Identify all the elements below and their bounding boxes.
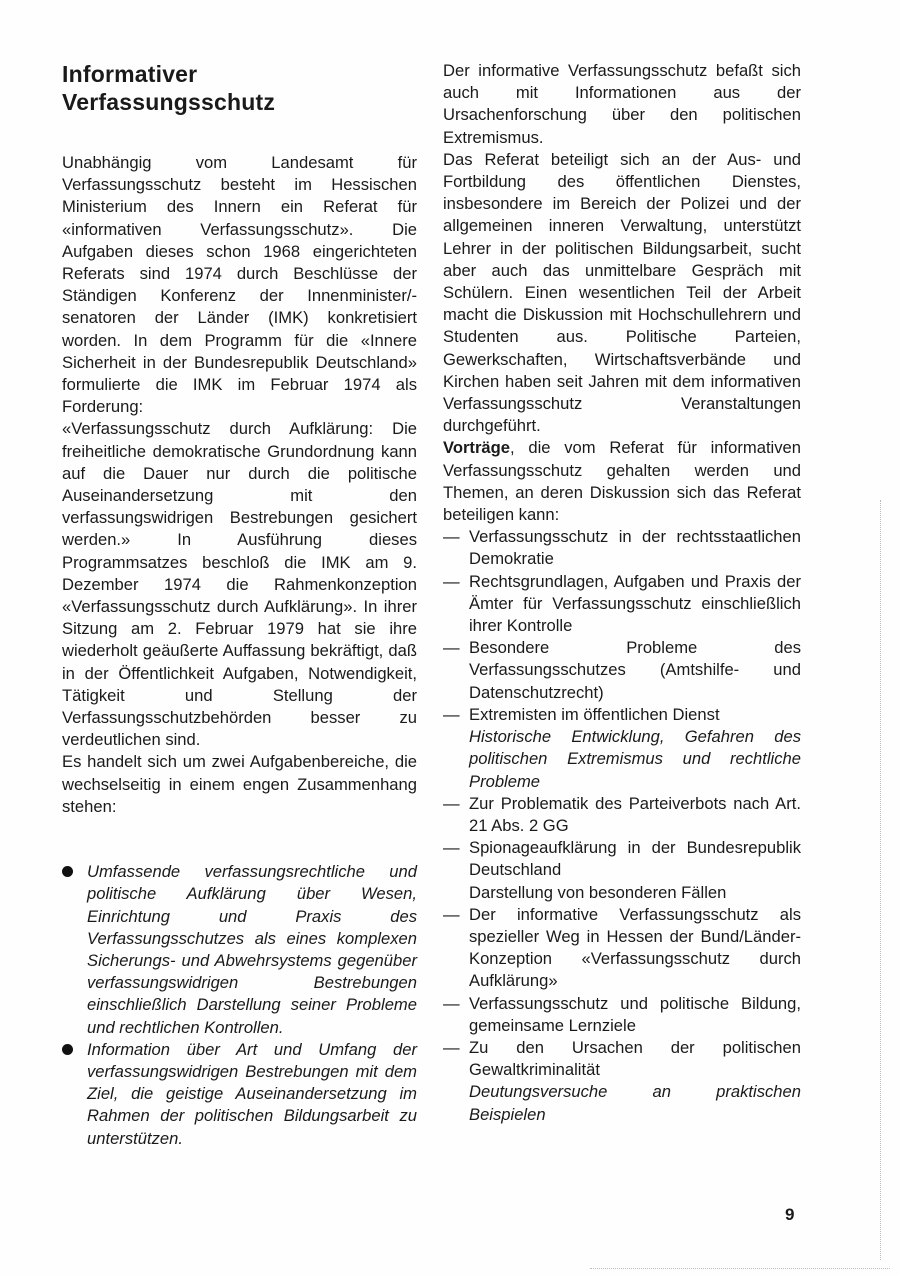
bullet-dot-icon (62, 1044, 73, 1055)
topic-item (443, 837, 801, 904)
dash-marker: — (443, 838, 460, 858)
topic-text: Verfassungsschutz in der rechtsstaatlichen Demokratie (469, 527, 801, 569)
page-number: 9 (785, 1205, 795, 1224)
topic-item (443, 993, 801, 1037)
topic-item (443, 704, 801, 793)
title-line-1: Informativer (62, 61, 198, 87)
dash-marker: — (443, 993, 460, 1013)
dash-marker: — (443, 527, 460, 547)
dash-marker: — (443, 793, 460, 813)
topic-subtext: Deutungsversuche an praktischen Beispielen (469, 1082, 801, 1124)
spacer (62, 818, 417, 861)
topic-text: Rechtsgrundlagen, Aufgaben und Praxis der Ämter für Verfassungsschutz einschließlich ihrer Kontrolle (469, 571, 801, 636)
scope-paragraph: Es handelt sich um zwei Aufgabenbereiche, die wechselseitig in einem engen Zusammenhang stehen: (62, 752, 417, 816)
topic-text: Der informative Verfassungsschutz als spezieller Weg in Hessen der Bund/Länder-Konzeption «Verfassungsschutz durch Aufklärung» (469, 904, 801, 991)
topic-item (443, 1037, 801, 1126)
quote-paragraph: «Verfassungsschutz durch Aufklärung: Die freiheitliche demokratische Grundordnung kann auf die Dauer nur durch die politische Auseinandersetzung mit den verfassungswidrigen Bestrebungen gesichert werden.» In Ausführung dieses Programmsatzes beschloß die IMK am 9. Dezember 1974 die Rahmenkonzeption «Verfassungsschutz durch Aufklärung». In ihrer Sitzung am 2. Februar 1979 hat sie ihre wiederholt geäußerte Auffassung bekräftigt, daß in der Öffentlichkeit Aufgaben, Notwendigkeit, Tätigkeit und Stellung der Verfassungsschutzbehörden besser zu verdeutlichen sind. (62, 419, 417, 750)
topic-text: Spionageaufklärung in der Bundesrepublik Deutschland (469, 838, 801, 880)
topic-item (443, 904, 801, 993)
topic-text: Zur Problematik des Parteiverbots nach Art. 21 Abs. 2 GG (469, 793, 801, 835)
task-bullet-text: Umfassende verfassungsrechtliche und politische Aufklärung über Wesen, Einrichtung und Praxis des Verfassungsschutzes als eines komplexen Sicherungs- und Abwehrsystems gegenüber verfassungswidrigen Bestrebungen einschließlich Darstellung seiner Probleme und rechtlichen Kontrollen. (87, 862, 417, 1037)
topic-subtext: Historische Entwicklung, Gefahren des politischen Extremismus und rechtliche Probleme (469, 727, 801, 791)
lectures-intro-text: , die vom Referat für informativen Verfassungsschutz gehalten werden und Themen, an deren Diskussion sich das Referat beteiligen kann: (443, 438, 801, 525)
right-column (443, 60, 801, 1126)
education-paragraph: Das Referat beteiligt sich an der Aus- und Fortbildung des öffentlichen Dienstes, insbesondere im Bereich der Polizei und der allgemeinen inneren Verwaltung, unterstützt Lehrer in der politischen Bildungsarbeit, sucht aber auch das unmittelbare Gespräch mit Schülern. Einen wesentlichen Teil der Arbeit macht die Diskussion mit Hochschullehrern und Studenten aus. Politische Parteien, Gewerkschaften, Wirtschaftsverbände und Kirchen haben seit Jahren mit dem informativen Verfassungsschutz Veranstaltungen durchgeführt. (443, 149, 801, 436)
research-paragraph: Der informative Verfassungsschutz befaßt sich auch mit Informationen aus der Ursachenforschung über den politischen Extremismus. (443, 61, 801, 147)
task-bullet-text: Information über Art und Umfang der verfassungswidrigen Bestrebungen mit dem Ziel, die geistige Auseinandersetzung im Rahmen der politischen Bildungsarbeit zu unterstützen. (87, 1039, 417, 1148)
topic-text: Besondere Probleme des Verfassungsschutzes (Amtshilfe- und Datenschutzrecht) (469, 638, 801, 702)
dash-marker: — (443, 571, 460, 591)
lectures-label: Vorträge (443, 438, 511, 458)
dash-marker: — (443, 1037, 460, 1057)
topic-text: Verfassungsschutz und politische Bildung, gemeinsame Lernziele (469, 993, 801, 1035)
topic-item (443, 793, 801, 837)
dash-marker: — (443, 638, 460, 658)
title-line-2: Verfassungsschutz (62, 89, 276, 115)
topic-item (443, 526, 801, 570)
lecture-topic-list (443, 526, 801, 1125)
scan-bottom-line (590, 1268, 890, 1269)
bullet-dot-icon (62, 866, 73, 877)
task-bullet-item (62, 861, 417, 1039)
left-column (62, 60, 417, 1150)
scan-edge-line (880, 500, 881, 1260)
topic-text: Extremisten im öffentlichen Dienst (469, 704, 720, 724)
task-bullet-list (62, 861, 417, 1150)
intro-paragraph: Unabhängig vom Landesamt für Verfassungsschutz besteht im Hessischen Ministerium des Innern ein Referat für «informativen Verfassungsschutz». Die Aufgaben dieses schon 1968 eingerichteten Referats sind 1974 durch Beschlüsse der Ständigen Konferenz der Innenminister/-senatoren der Länder (IMK) konkretisiert worden. In dem Programm für die «Innere Sicherheit in der Bundesrepublik Deutschland» formulierte die IMK im Februar 1974 als Forderung: (62, 153, 417, 417)
topic-text: Zu den Ursachen der politischen Gewaltkriminalität (469, 1037, 801, 1080)
topic-item (443, 637, 801, 704)
topic-subtext: Darstellung von besonderen Fällen (469, 882, 727, 902)
dash-marker: — (443, 904, 460, 924)
topic-item (443, 571, 801, 638)
dash-marker: — (443, 704, 460, 724)
lectures-intro (443, 437, 801, 526)
task-bullet-item (62, 1039, 417, 1150)
section-title (62, 60, 417, 116)
